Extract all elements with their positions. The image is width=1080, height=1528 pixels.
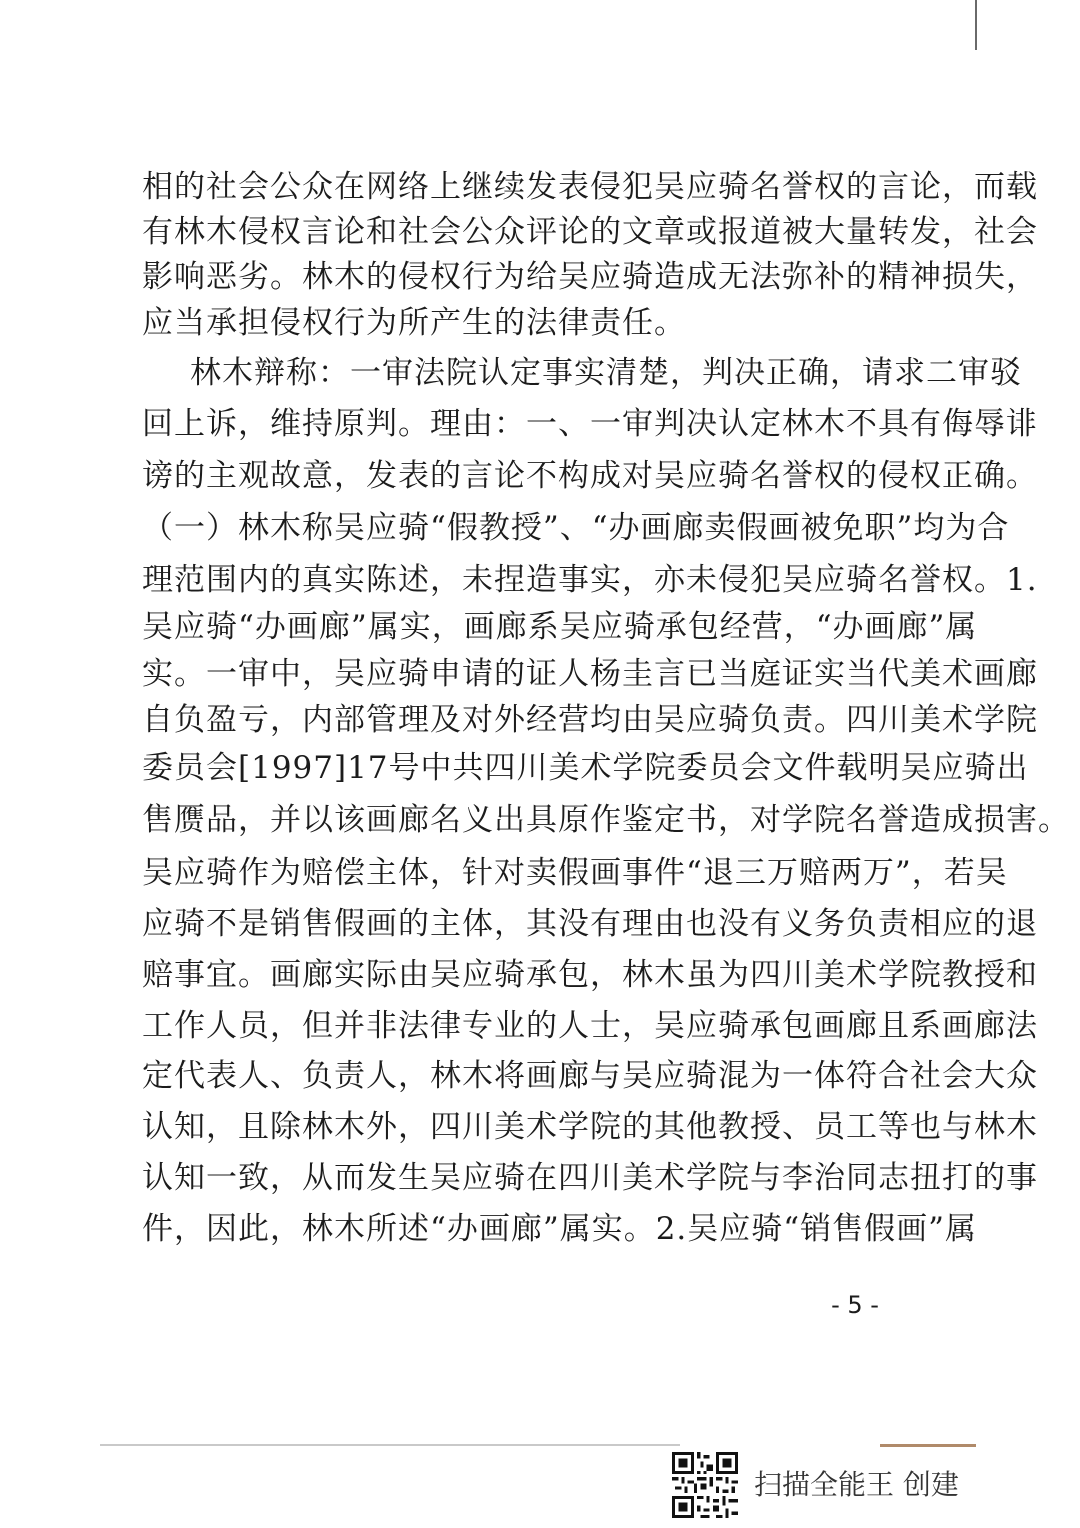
page-number: - 5 - xyxy=(831,1291,879,1319)
text-line: 回上诉，维持原判。理由：一、一审判决认定林木不具有侮辱诽 xyxy=(142,406,1038,442)
text-line: 自负盈亏，内部管理及对外经营均由吴应骑负责。四川美术学院 xyxy=(142,702,1038,738)
text-line: （一）林木称吴应骑“假教授”、“办画廊卖假画被免职”均为合 xyxy=(142,510,1010,546)
text-line: 林木辩称：一审法院认定事实清楚，判决正确，请求二审驳 xyxy=(190,355,1022,391)
qr-code-icon xyxy=(672,1452,738,1518)
text-line: 谤的主观故意，发表的言论不构成对吴应骑名誉权的侵权正确。 xyxy=(142,458,1038,494)
text-line: 吴应骑作为赔偿主体，针对卖假画事件“退三万赔两万”，若吴 xyxy=(142,855,1008,891)
scan-bottom-rule-accent xyxy=(880,1444,976,1447)
text-line: 理范围内的真实陈述，未捏造事实，亦未侵犯吴应骑名誉权。1. xyxy=(142,562,1038,598)
text-line: 件，因此，林木所述“办画廊”属实。2.吴应骑“销售假画”属 xyxy=(142,1211,977,1247)
text-line: 相的社会公众在网络上继续发表侵犯吴应骑名誉权的言论，而载 xyxy=(142,169,1038,205)
text-line: 定代表人、负责人，林木将画廊与吴应骑混为一体符合社会大众 xyxy=(142,1058,1038,1094)
text-line: 认知一致，从而发生吴应骑在四川美术学院与李治同志扭打的事 xyxy=(142,1160,1038,1196)
text-line: 吴应骑“办画廊”属实，画廊系吴应骑承包经营，“办画廊”属 xyxy=(142,609,978,645)
scanner-watermark: 扫描全能王 创建 xyxy=(754,1468,959,1501)
text-line: 实。一审中，吴应骑申请的证人杨圭言已当庭证实当代美术画廊 xyxy=(142,656,1038,692)
scan-bottom-rule xyxy=(100,1444,680,1446)
text-line: 应当承担侵权行为所产生的法律责任。 xyxy=(142,305,686,341)
text-line: 工作人员，但并非法律专业的人士，吴应骑承包画廊且系画廊法 xyxy=(142,1008,1038,1044)
text-line: 应骑不是销售假画的主体，其没有理由也没有义务负责相应的退 xyxy=(142,906,1038,942)
text-line: 有林木侵权言论和社会公众评论的文章或报道被大量转发，社会 xyxy=(142,214,1038,250)
text-line: 赔事宜。画廊实际由吴应骑承包，林木虽为四川美术学院教授和 xyxy=(142,957,1038,993)
text-line: 认知，且除林木外，四川美术学院的其他教授、员工等也与林木 xyxy=(142,1109,1038,1145)
scan-page-edge xyxy=(975,0,977,50)
scanner-footer xyxy=(672,1452,972,1522)
text-line: 影响恶劣。林木的侵权行为给吴应骑造成无法弥补的精神损失， xyxy=(142,259,1038,295)
text-line: 售赝品，并以该画廊名义出具原作鉴定书，对学院名誉造成损害。 xyxy=(142,802,1070,838)
text-line: 委员会[1997]17号中共四川美术学院委员会文件载明吴应骑出 xyxy=(142,750,1029,786)
